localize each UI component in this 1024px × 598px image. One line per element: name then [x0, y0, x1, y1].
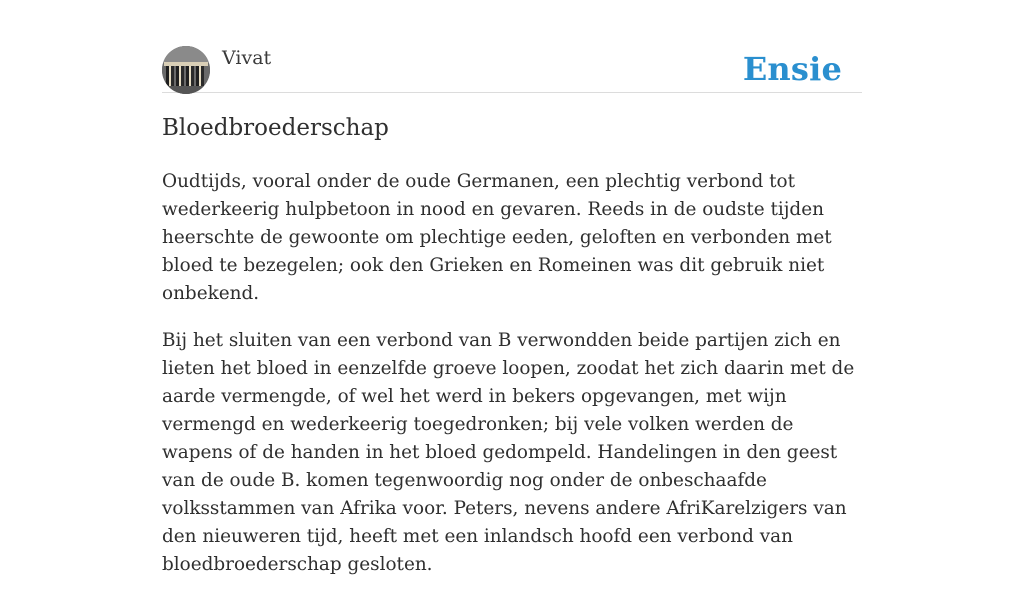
article-paragraph: Oudtijds, vooral onder de oude Germanen, een plechtig verbond tot wederkeerig hulpbetoon in nood en gevaren. Reeds in de oudste tijden heerschte de gewoonte om plechtige eeden, geloften en verbonden met bloed te bezegelen; ook den Grieken en Romeinen was dit gebruik niet onbekend.: [162, 171, 832, 304]
article-title: Bloedbroederschap: [162, 115, 389, 141]
avatar-image: [162, 46, 210, 94]
article-body: [162, 168, 867, 598]
avatar[interactable]: [162, 46, 210, 94]
article-paragraph: Bij het sluiten van een verbond van B verwondden beide partijen zich en lieten het bloed in eenzelfde groeve loopen, zoodat het zich daarin met de aarde vermengde, of wel het werd in bekers opgevangen, met wijn vermengd en wederkeerig toegedronken; bij vele volken werden de wapens of de handen in het bloed gedompeld. Handelingen in den geest van de oude B. komen tegenwoordig nog onder de onbeschaafde volksstammen van Afrika voor. Peters, nevens andere AfriKarelzigers van den nieuweren tijd, heeft met een inlandsch hoofd een verbond van bloedbroederschap gesloten.: [162, 330, 855, 575]
site-header: [162, 46, 862, 93]
site-logo[interactable]: Ensie: [742, 50, 842, 88]
author-name[interactable]: Vivat: [222, 47, 272, 69]
